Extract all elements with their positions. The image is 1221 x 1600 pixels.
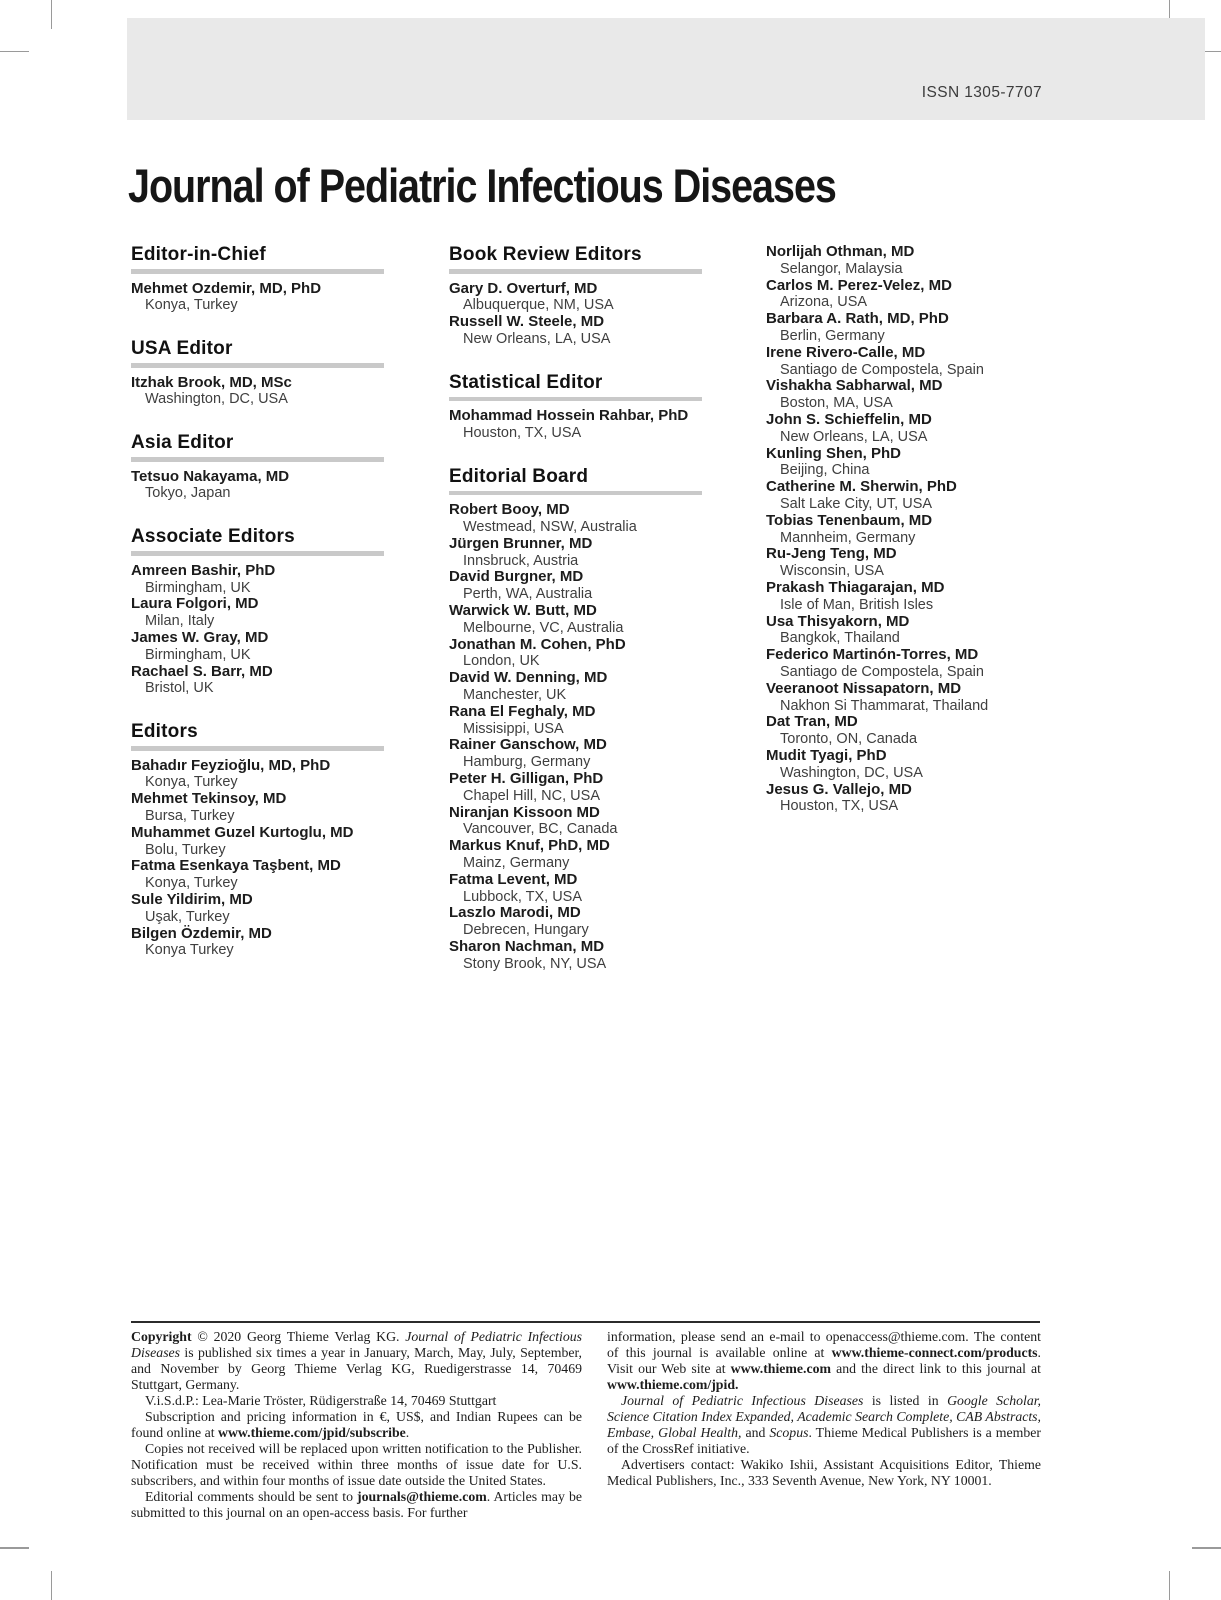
masthead-column-left [131, 245, 384, 984]
editor-entry [766, 345, 1019, 379]
editor-entry [766, 614, 1019, 648]
editor-location: Konya, Turkey [145, 875, 238, 892]
editor-location: Bolu, Turkey [145, 841, 226, 858]
editor-location: Debrecen, Hungary [463, 922, 589, 939]
editor-location: Missisippi, USA [463, 720, 564, 737]
editor-entry [766, 446, 1019, 480]
editor-name: John S. Schieffelin, MD [766, 410, 932, 428]
editor-entry [766, 311, 1019, 345]
editor-name: Bilgen Özdemir, MD [131, 924, 272, 942]
editor-location: Houston, TX, USA [780, 798, 899, 815]
footer-paragraph [131, 1329, 582, 1393]
footer-paragraph [131, 1489, 582, 1521]
editor-entry [131, 281, 384, 315]
masthead-section [131, 722, 384, 959]
crop-mark-bottom-left-horizontal [0, 1547, 29, 1549]
section-heading: Editorial Board [449, 465, 589, 487]
section-heading: Book Review Editors [449, 244, 642, 265]
masthead-column-right [766, 244, 1019, 840]
editor-name: Amreen Bashir, PhD [131, 561, 276, 579]
editor-name: Barbara A. Rath, MD, PhD [766, 310, 949, 328]
editor-location: Santiago de Compostela, Spain [780, 663, 984, 680]
editor-entry [131, 926, 384, 960]
editor-name: Warwick W. Butt, MD [449, 602, 597, 620]
editor-name: Rainer Ganschow, MD [449, 736, 607, 754]
section-heading: Editor-in-Chief [131, 244, 266, 265]
editor-name: Robert Booy, MD [449, 501, 570, 519]
editor-name: Usa Thisyakorn, MD [766, 612, 910, 630]
footer-text-segment: Journal of Pediatric Infectious Diseases [131, 1329, 582, 1360]
editor-name: David Burgner, MD [449, 568, 584, 586]
editor-entry [449, 838, 702, 872]
editor-entry [449, 502, 702, 536]
editor-name: Markus Knuf, PhD, MD [449, 837, 610, 855]
editor-location: Stony Brook, NY, USA [463, 955, 607, 972]
editor-name: Norlijah Othman, MD [766, 243, 915, 260]
section-heading-rule [131, 746, 384, 751]
crop-mark-top-left-vertical [51, 0, 53, 29]
footer-paragraph [607, 1393, 1041, 1457]
editor-name: Tetsuo Nakayama, MD [131, 467, 290, 485]
editor-location: Mannheim, Germany [780, 529, 916, 546]
editor-entry [766, 782, 1019, 816]
editor-entry [131, 630, 384, 664]
footer-text-segment: . Visit our Web site at [607, 1345, 1041, 1376]
editor-name: Laura Folgori, MD [131, 595, 259, 613]
editor-location: Uşak, Turkey [145, 908, 230, 925]
masthead-section [449, 467, 702, 973]
section-heading-rule [449, 269, 702, 274]
footer-text-segment: is listed in [863, 1393, 948, 1408]
editor-name: Jürgen Brunner, MD [449, 534, 593, 552]
editor-entry [766, 479, 1019, 513]
editor-entry [766, 681, 1019, 715]
section-heading: Editors [131, 721, 198, 743]
editor-entry [449, 737, 702, 771]
crop-mark-bottom-right-horizontal [1192, 1547, 1221, 1549]
crop-mark-top-left-horizontal [0, 51, 29, 53]
editor-entry [449, 771, 702, 805]
footer-text-segment: Copies not received will be replaced upon written notification to the Publisher. Notification must be received within three months of issue date for U.S. subscribers, and within four months of issue date outside the United States. [131, 1441, 582, 1488]
editor-name: Jonathan M. Cohen, PhD [449, 635, 626, 653]
editor-location: Vancouver, BC, Canada [463, 821, 618, 838]
masthead-section [131, 245, 384, 314]
footer-text-segment: . [405, 1425, 410, 1440]
editor-name: Veeranoot Nissapatorn, MD [766, 679, 962, 697]
section-heading-rule [131, 457, 384, 462]
editor-entry [131, 791, 384, 825]
footer-text-segment: Subscription and pricing information in €, US$, and Indian Rupees can be found online at [131, 1409, 582, 1440]
editor-location: Santiago de Compostela, Spain [780, 361, 984, 378]
crop-mark-bottom-left-vertical [51, 1571, 53, 1600]
editor-location: Innsbruck, Austria [463, 552, 579, 569]
editor-location: Mainz, Germany [463, 855, 570, 872]
editor-entry [766, 647, 1019, 681]
editor-entry [449, 905, 702, 939]
crop-mark-bottom-right-vertical [1169, 1571, 1171, 1600]
footer-text-segment: © 2020 Georg Thieme Verlag KG. [191, 1329, 406, 1344]
editor-name: Rachael S. Barr, MD [131, 662, 273, 680]
editor-location: Bangkok, Thailand [780, 630, 900, 647]
footer-paragraph [131, 1441, 582, 1489]
editor-location: Boston, MA, USA [780, 395, 893, 412]
footer-text-segment: V.i.S.d.P.: Lea-Marie Tröster, Rüdigerstraße 14, 70469 Stuttgart [145, 1393, 497, 1408]
editor-name: David W. Denning, MD [449, 669, 608, 687]
editor-name: Tobias Tenenbaum, MD [766, 511, 933, 529]
editor-entry [766, 714, 1019, 748]
editor-entry [449, 536, 702, 570]
editor-name: Ru-Jeng Teng, MD [766, 545, 897, 563]
editor-location: Konya, Turkey [145, 774, 238, 791]
section-heading: USA Editor [131, 338, 233, 360]
editor-location: Hamburg, Germany [463, 754, 591, 771]
section-heading: Asia Editor [131, 432, 234, 454]
editor-entry [449, 569, 702, 603]
editor-location: Manchester, UK [463, 687, 567, 704]
editor-entry [131, 664, 384, 698]
footer-text-segment: information, please send an e-mail to openaccess@thieme.com. The content of this journal is available online at [607, 1329, 1041, 1360]
footer-text-segment: . Thieme Medical Publishers is a member of the CrossRef initiative. [607, 1425, 1041, 1456]
editor-location: Toronto, ON, Canada [780, 731, 918, 748]
editor-location: Birmingham, UK [145, 646, 251, 663]
editor-location: Beijing, China [780, 462, 870, 479]
footer-divider-rule [131, 1321, 1040, 1323]
editor-entry [131, 825, 384, 859]
editor-name: Carlos M. Perez-Velez, MD [766, 276, 952, 294]
footer-text-segment: Google Scholar, Science Citation Index Expanded, Academic Search Complete, CAB Abstracts, Embase, Global Health, [607, 1393, 1042, 1440]
editor-name: Irene Rivero-Calle, MD [766, 343, 926, 361]
editor-name: Jesus G. Vallejo, MD [766, 780, 912, 798]
editor-entry [766, 378, 1019, 412]
editor-entry [131, 758, 384, 792]
editor-name: Russell W. Steele, MD [449, 313, 605, 331]
editor-entry [766, 244, 1019, 278]
section-heading: Associate Editors [131, 526, 295, 548]
editor-name: Peter H. Gilligan, PhD [449, 770, 604, 788]
editor-entry [131, 858, 384, 892]
editor-entry [449, 314, 702, 348]
editor-location: Houston, TX, USA [463, 424, 582, 441]
footer-text-segment: and [741, 1425, 770, 1440]
editor-location: Berlin, Germany [780, 327, 885, 344]
editor-entry [766, 513, 1019, 547]
header-band [127, 18, 1205, 120]
editor-location: Tokyo, Japan [145, 485, 231, 502]
editor-name: Dat Tran, MD [766, 713, 858, 731]
section-heading: Statistical Editor [449, 371, 603, 393]
editor-entry [131, 596, 384, 630]
footer-column-right [607, 1329, 1041, 1489]
editor-entry [131, 892, 384, 926]
section-heading-rule [449, 491, 702, 496]
masthead-column-middle [449, 245, 702, 998]
editor-name: Sharon Nachman, MD [449, 938, 605, 955]
editor-entry [449, 704, 702, 738]
editor-entry [449, 805, 702, 839]
editor-location: Isle of Man, British Isles [780, 596, 934, 613]
masthead-section [131, 339, 384, 408]
editor-entry [449, 603, 702, 637]
editor-name: Prakash Thiagarajan, MD [766, 578, 945, 596]
footer-text-segment: Journal of Pediatric Infectious Diseases [621, 1393, 864, 1408]
editor-name: Gary D. Overturf, MD [449, 279, 598, 297]
editor-location: Washington, DC, USA [145, 391, 288, 408]
footer-text-segment: www.thieme.com [730, 1361, 831, 1376]
editor-location: Konya, Turkey [145, 297, 238, 314]
footer-text-segment: www.thieme-connect.com/products [831, 1345, 1038, 1360]
editor-location: Arizona, USA [780, 294, 868, 311]
masthead-section [449, 245, 702, 348]
editor-entry [131, 469, 384, 503]
footer-text-segment: Advertisers contact: Wakiko Ishii, Assistant Acquisitions Editor, Thieme Medical Publishers, Inc., 333 Seventh Avenue, New York, NY 10001. [607, 1457, 1041, 1488]
editor-name: Mudit Tyagi, PhD [766, 746, 887, 764]
editor-entry [766, 580, 1019, 614]
editor-location: Bristol, UK [145, 680, 214, 697]
editor-entry [131, 375, 384, 409]
editor-entry [449, 281, 702, 315]
editor-name: Sule Yildirim, MD [131, 891, 253, 909]
masthead-section [766, 244, 1019, 815]
editor-entry [766, 412, 1019, 446]
editor-name: Fatma Esenkaya Taşbent, MD [131, 857, 341, 875]
section-heading-rule [449, 397, 702, 402]
editor-entry [449, 872, 702, 906]
editor-entry [766, 278, 1019, 312]
footer-text-segment: and the direct link to this journal at [831, 1361, 1041, 1376]
editor-entry [449, 408, 702, 442]
section-heading-rule [131, 551, 384, 556]
editor-name: Bahadır Feyzioğlu, MD, PhD [131, 756, 331, 774]
editor-location: Westmead, NSW, Australia [463, 519, 637, 536]
footer-text-segment: www.thieme.com/jpid/subscribe [217, 1425, 406, 1440]
masthead-section [449, 373, 702, 442]
footer-column-left [131, 1329, 582, 1521]
footer-text-segment: Copyright [131, 1329, 192, 1344]
footer-paragraph [131, 1409, 582, 1441]
editor-name: Mehmet Tekinsoy, MD [131, 790, 287, 808]
section-heading-rule [131, 363, 384, 368]
footer-paragraph [131, 1393, 582, 1409]
footer-paragraph [607, 1329, 1041, 1393]
footer-text-segment: Editorial comments should be sent to [145, 1489, 358, 1504]
editor-location: London, UK [463, 653, 540, 670]
footer-text-segment: . Articles may be submitted to this journal on an open-access basis. For further [131, 1489, 582, 1520]
editor-location: Konya Turkey [145, 942, 234, 959]
editor-name: James W. Gray, MD [131, 628, 269, 646]
editor-name: Mehmet Ozdemir, MD, PhD [131, 279, 322, 297]
editor-location: Birmingham, UK [145, 579, 251, 596]
editor-location: Chapel Hill, NC, USA [463, 787, 600, 804]
section-heading-rule [131, 269, 384, 274]
editor-location: Nakhon Si Thammarat, Thailand [780, 697, 989, 714]
editor-name: Federico Martinón-Torres, MD [766, 646, 979, 664]
editor-location: Milan, Italy [145, 613, 215, 630]
editor-name: Laszlo Marodi, MD [449, 904, 581, 922]
editor-location: Melbourne, VC, Australia [463, 619, 624, 636]
editor-entry [766, 546, 1019, 580]
editor-name: Vishakha Sabharwal, MD [766, 377, 943, 395]
footer-text-segment: journals@thieme.com [357, 1489, 487, 1504]
masthead-section [131, 527, 384, 697]
editor-name: Kunling Shen, PhD [766, 444, 901, 462]
editor-name: Muhammet Guzel Kurtoglu, MD [131, 823, 354, 841]
editor-location: New Orleans, LA, USA [463, 330, 611, 347]
editor-entry [449, 670, 702, 704]
editor-entry [131, 563, 384, 597]
journal-title: Journal of Pediatric Infectious Diseases [128, 159, 836, 212]
editor-name: Itzhak Brook, MD, MSc [131, 373, 292, 391]
editor-entry [766, 748, 1019, 782]
issn-number: ISSN 1305-7707 [921, 84, 1042, 101]
editor-location: Selangor, Malaysia [780, 260, 903, 277]
footer-text-segment: www.thieme.com/jpid. [607, 1377, 739, 1392]
editor-location: Salt Lake City, UT, USA [780, 495, 933, 512]
editor-name: Rana El Feghaly, MD [449, 702, 596, 720]
editor-name: Catherine M. Sherwin, PhD [766, 478, 957, 496]
masthead-section [131, 433, 384, 502]
editor-location: Albuquerque, NM, USA [463, 297, 614, 314]
editor-name: Fatma Levent, MD [449, 870, 578, 888]
editor-location: Washington, DC, USA [780, 764, 923, 781]
editor-location: Wisconsin, USA [780, 563, 884, 580]
editor-entry [449, 939, 702, 973]
footer-text-segment: Scopus [769, 1425, 809, 1440]
footer-paragraph [607, 1457, 1041, 1489]
editor-name: Niranjan Kissoon MD [449, 803, 600, 821]
editor-location: Lubbock, TX, USA [463, 888, 583, 905]
editor-location: Bursa, Turkey [145, 808, 235, 825]
editor-location: New Orleans, LA, USA [780, 428, 928, 445]
editor-location: Perth, WA, Australia [463, 586, 593, 603]
footer-text-segment: is published six times a year in January, March, May, July, September, and November by Georg Thieme Verlag KG, Ruedigerstrasse 14, 70469 Stuttgart, Germany. [131, 1345, 582, 1392]
editor-name: Mohammad Hossein Rahbar, PhD [449, 407, 689, 425]
editor-entry [449, 637, 702, 671]
